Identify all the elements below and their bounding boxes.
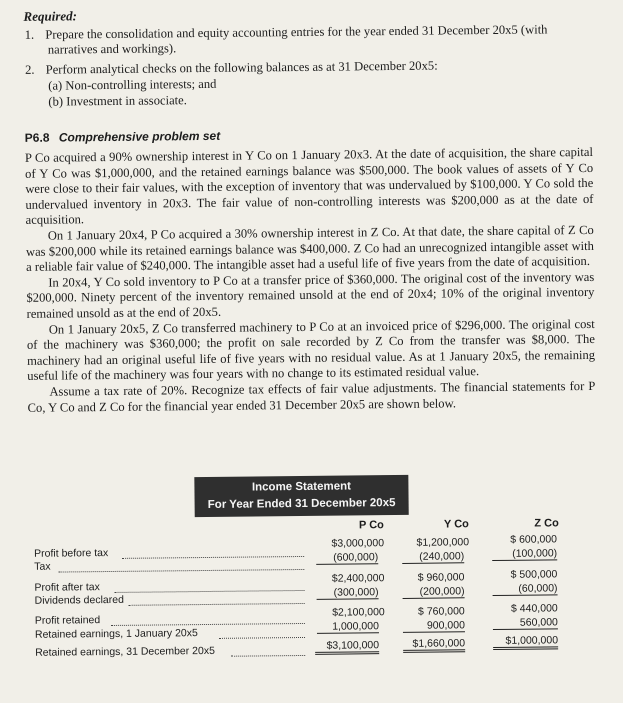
problem-text xyxy=(25,145,596,416)
paragraph-2: On 1 January 20x4, P Co acquired a 30% ownership interest in Z Co. At that date, the share capital of Z Co was $200,000 while its retained earnings balance was $400,000. Z Co had an unrecognized intangible asset with a reliable fair value of $240,000. The intangible asset had a useful life of five years from the date of acquisition. xyxy=(25,222,594,275)
row-label-dividends-declared: Dividends declared xyxy=(34,593,124,607)
column-header-z-co: Z Co xyxy=(534,517,559,530)
leader-dots xyxy=(219,637,305,639)
cell-z-profit-after-tax: $ 500,000 xyxy=(510,568,558,581)
column-header-p-co: P Co xyxy=(358,519,384,532)
required-item-2a: (a) Non-controlling interests; and xyxy=(48,76,217,93)
cell-y-profit-retained: $ 760,000 xyxy=(417,605,465,618)
title-line-1: Income Statement xyxy=(251,480,352,494)
item-text: Prepare the consolidation and equity accounting entries for the year ended 31 December 20x5 (with xyxy=(45,22,548,42)
row-label-retained-earnings-closing: Retained earnings, 31 December 20x5 xyxy=(35,644,215,659)
required-item-1 xyxy=(25,22,548,42)
required-heading: Required: xyxy=(23,8,78,24)
cell-z-re-closing: $1,000,000 xyxy=(493,634,558,650)
item-number: 2. xyxy=(24,62,35,77)
cell-p-re-opening: 1,000,000 xyxy=(317,620,379,634)
cell-z-dividends: (60,000) xyxy=(492,582,557,596)
cell-p-tax: (600,000) xyxy=(316,551,378,565)
cell-y-profit-before-tax: $1,200,000 xyxy=(416,536,470,549)
row-label-profit-retained: Profit retained xyxy=(34,614,101,627)
cell-p-profit-after-tax: $2,400,000 xyxy=(331,572,385,585)
row-label-tax: Tax xyxy=(34,560,51,573)
leader-dots xyxy=(129,603,305,606)
cell-p-re-closing: $3,100,000 xyxy=(315,639,379,655)
required-item-2b: (b) Investment in associate. xyxy=(48,93,187,109)
cell-y-re-opening: 900,000 xyxy=(403,619,465,633)
cell-z-profit-retained: $ 440,000 xyxy=(510,602,558,615)
cell-y-re-closing: $1,660,000 xyxy=(403,637,465,653)
required-item-2 xyxy=(25,59,438,78)
item-text: Perform analytical checks on the following balances as at 31 December 20x5: xyxy=(45,58,438,77)
row-label-profit-after-tax: Profit after tax xyxy=(34,581,100,594)
row-label-profit-before-tax: Profit before tax xyxy=(34,547,109,560)
row-label-retained-earnings-opening: Retained earnings, 1 January 20x5 xyxy=(34,627,198,641)
column-header-y-co: Y Co xyxy=(443,518,469,531)
cell-p-dividends: (300,000) xyxy=(316,586,378,600)
leader-dots xyxy=(231,655,305,657)
cell-p-profit-before-tax: $3,000,000 xyxy=(331,537,385,550)
cell-z-profit-before-tax: $ 600,000 xyxy=(510,533,558,546)
leader-dots xyxy=(111,623,305,626)
income-statement-title xyxy=(194,475,408,517)
paragraph-1: P Co acquired a 90% ownership interest in Y Co on 1 January 20x3. At the date of acquisition, the share capital of Y Co was $1,000,000, and the retained earnings balance was $500,000. The book values of assets of Y Co were close to their fair values, with the exception of inventory that was undervalued by $100,000. Y Co sold the undervalued inventory in 20x3. The fair value of non-controlling interests was $200,000 as at the date of acquisition. xyxy=(24,144,594,228)
problem-number: P6.8 xyxy=(24,130,50,145)
leader-dots xyxy=(122,556,304,559)
cell-y-dividends: (200,000) xyxy=(402,585,464,599)
cell-z-tax: (100,000) xyxy=(492,547,557,561)
title-line-2: For Year Ended 31 December 20x5 xyxy=(207,497,396,511)
cell-p-profit-retained: $2,100,000 xyxy=(332,606,385,619)
paragraph-5: Assume a tax rate of 20%. Recognize tax effects of fair value adjustments. The financial statements for P Co, Y Co and Z Co for the financial year ended 31 December 20x5 are shown below. xyxy=(27,378,596,415)
paragraph-4: On 1 January 20x5, Z Co transferred machinery to P Co at an invoiced price of $296,000. The original cost of the machinery was $360,000; the profit on sale recorded by Z Co from the transfer was $8,000. The machinery had an original useful life of five years with no residual value. As at 1 January 20x5, the remaining useful life of the machinery was four years with no change to its estimated residual value. xyxy=(26,316,596,384)
paragraph-3: In 20x4, Y Co sold inventory to P Co at a transfer price of $360,000. The original cost of the inventory was $200,000. Ninety percent of the inventory remained unsold at the end of 20x4; 10% of the original inventory remained unsold as at the end of 20x5. xyxy=(26,269,595,321)
leader-dots xyxy=(58,569,304,573)
problem-title: Comprehensive problem set xyxy=(58,128,221,145)
required-item-1-cont: narratives and workings). xyxy=(47,41,177,57)
problem-heading xyxy=(25,129,221,145)
cell-y-tax: (240,000) xyxy=(402,550,464,564)
cell-y-profit-after-tax: $ 960,000 xyxy=(417,571,465,584)
cell-z-re-opening: 560,000 xyxy=(493,616,558,630)
item-number: 1. xyxy=(24,27,35,42)
leader-dots xyxy=(115,590,305,593)
